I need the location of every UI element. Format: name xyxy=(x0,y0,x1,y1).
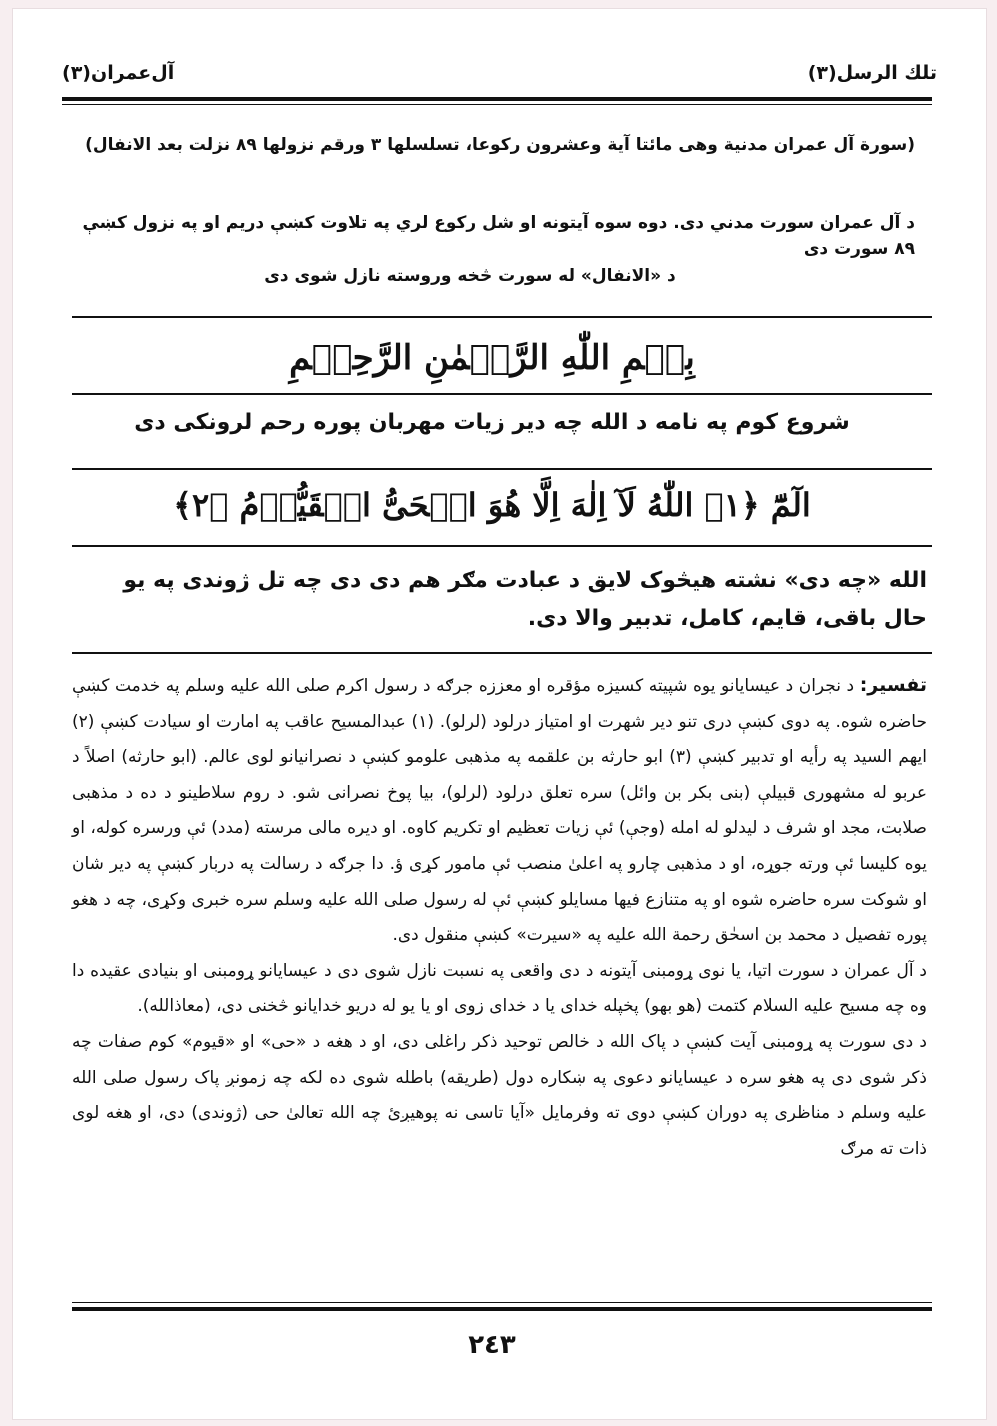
surah-intro-pashto-2: د «الانفال» له سورت څخه وروسته نازل شوی دی xyxy=(264,266,676,286)
tafseer-paragraph-3: د دی سورت په ړومبنی آیت کښې د پاک الله د خالص توحید ذکر راغلی دی، او د هغه د «حی» او «قیوم» کوم صفات چه ذکر شوی دی په هغو سره د عیسایانو دعوی په ښکاره دول (طریقه) باطله شوی ده لکه چه زمونږ پاک رسول صلی الله علیه وسلم د مناظری په دوران کښې دوی ته وفرمایل «آیا تاسی نه پوهیږئ چه الله تعالیٰ حی (ژوندی) دی، او هغه لوی ذات ته مرګ xyxy=(72,1031,927,1159)
tafseer-paragraph-2: د آل عمران د سورت اتیا، یا نوی ړومبنی آیتونه د دی واقعی په نسبت نازل شوی دی د عیسایانو ړومبنی او بنیادی عقیده دا وه چه مسیح علیه السلام کتمت (هو بهو) پخپله خدای یا د خدای زوی او یا یو له دریو خدایانو څخنی دی، (معاذالله). xyxy=(72,960,927,1017)
surah-intro-pashto: د آل عمران سورت مدني دی. دوه سوه آیتونه او شل رکوع لري په تلاوت کښې دریم او په نزول کښې ٨٩ سورت دی xyxy=(82,213,915,259)
running-header-right: تلك الرسل(٣) xyxy=(807,62,937,84)
divider-1 xyxy=(72,316,932,318)
footer-rule-thick xyxy=(72,1307,932,1311)
header-rule-thick xyxy=(62,97,932,101)
divider-2 xyxy=(72,393,932,395)
bismillah-translation: شروع کوم په نامه د الله چه دیر زیات مهربان پوره رحم لرونکی دی xyxy=(134,410,850,435)
running-header-left: آل‌عمران(٣) xyxy=(62,62,175,84)
surah-intro-arabic: (سورة آل عمران مدنية وهى مائتا آية وعشرون ركوعا، تسلسلها ٣ ورقم نزولها ٨٩ نزلت بعد الانفال) xyxy=(85,135,915,155)
tafseer-text-1: د نجران د عیسایانو یوه شپیته کسیزه مؤقره او معززه جرګه د رسول اکرم صلی الله علیه وسلم په خدمت کښې حاضره شوه. په دوی کښې دری تنو دیر شهرت او امتیاز درلود (لرلو). (١) عبدالمسیح عاقب په امارت او سیادت کښې (٢) ایهم السید په رأیه او تدبیر کښې (٣) ابو حارثه بن علقمه په مذهبی علومو کښې د نصرانیانو لوی عالم. (ابو حارثه) اصلاً د عربو له مشهوری قبیلې (بنی بکر بن وائل) سره تعلق درلود (لرلو)، بیا پوخ نصرانی شو. د روم سلاطینو د ده د مذهبی صلابت، مجد او شرف د لیدلو له امله (وجې) ئې زیات تعظیم او تکریم کاوه. او دیره مالی مرسته (مدد) ئې ورسره کوله، او یوه کلیسا ئې ورته جوړه، او د مذهبی چارو په اعلیٰ منصب ئې مامور کړی ؤ. دا جرګه د رسالت په دربار کښې په دیر شان او شوکت سره حاضره شوه او په متنازع فیها مسایلو کښې ئې له رسول صلی الله علیه وسلم سره خبری وکړی، چه د هغو پوره تفصیل د محمد بن اسحٰق رحمة الله علیه په «سیرت» کښې منقول دی. xyxy=(72,676,927,946)
tafseer-section xyxy=(72,668,927,1167)
tafseer-label: تفسیر: xyxy=(859,674,928,696)
divider-5 xyxy=(72,652,932,654)
divider-4 xyxy=(72,545,932,547)
tafseer-paragraph-1 xyxy=(72,668,927,954)
ayah-arabic: الٓمّٓ ﴿١﴾ اللّٰهُ لَآ اِلٰهَ اِلَّا هُوَ الۡحَیُّ الۡقَیُّوۡمُ ﴿٢﴾ xyxy=(173,486,811,524)
header-rule-thin xyxy=(62,104,932,105)
divider-3 xyxy=(72,468,932,470)
page-number: ٢٤٣ xyxy=(468,1330,516,1360)
ayah-translation: الله «چه دی» نشته هیڅوک لایق د عبادت مګر هم دی دی چه تل ژوندی په یو حال باقی، قایم، کامل، تدبیر والا دی. xyxy=(123,568,927,631)
bismillah-arabic: بِسۡمِ اللّٰهِ الرَّحۡمٰنِ الرَّحِيۡمِ xyxy=(289,338,695,378)
footer-rule-thin xyxy=(72,1302,932,1303)
